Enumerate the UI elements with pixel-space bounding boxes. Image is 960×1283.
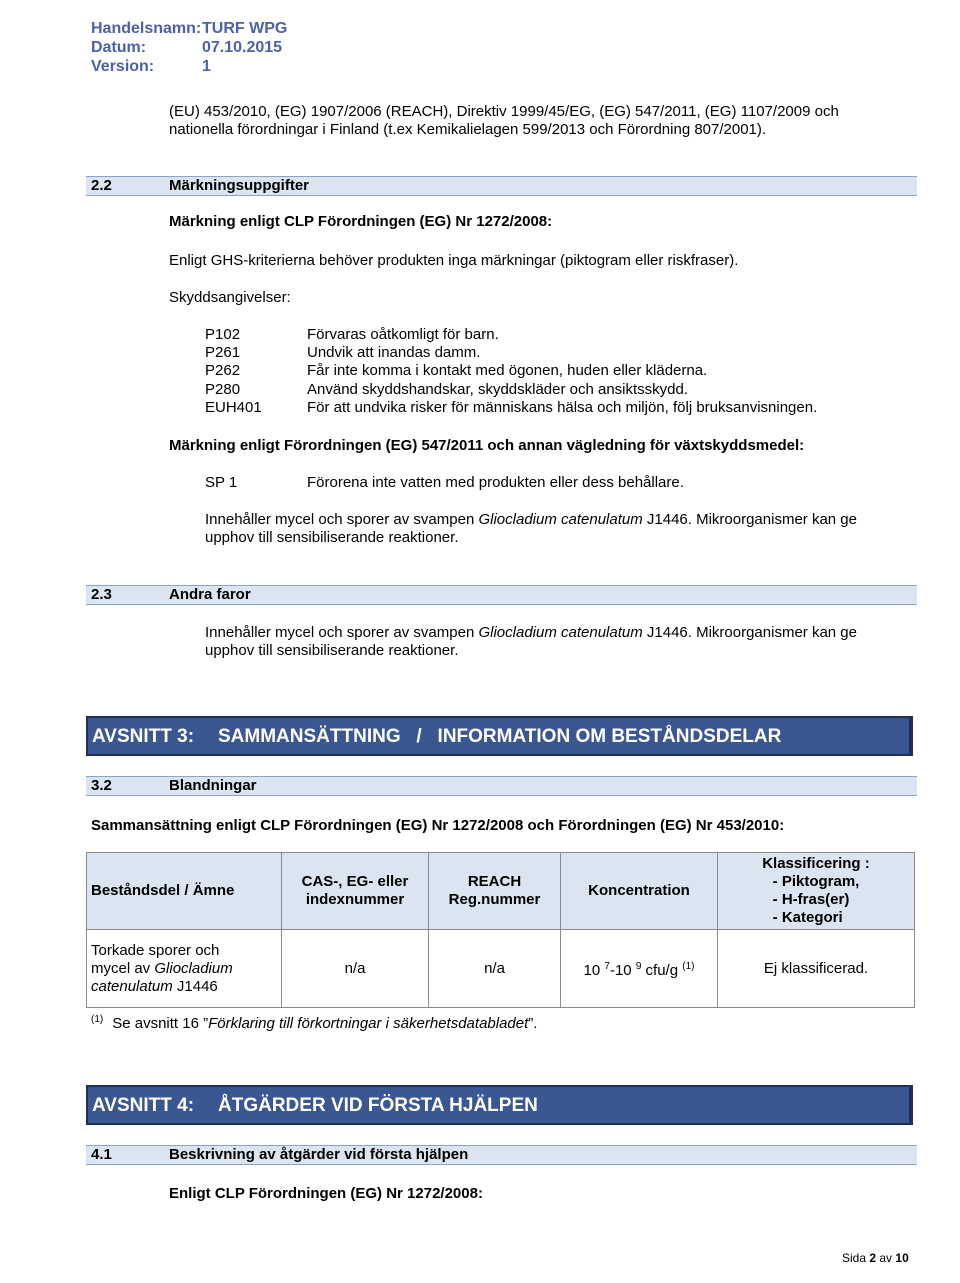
cell-cas: n/a xyxy=(282,930,429,1008)
conc-exp: 7 xyxy=(604,960,610,972)
class-item: - Piktogram, xyxy=(772,873,860,890)
header-row-date xyxy=(91,38,287,57)
page-total: 10 xyxy=(895,1251,909,1265)
section-number: 4.1 xyxy=(91,1146,112,1163)
header-line: CAS-, EG- eller xyxy=(301,873,409,890)
phrase-text: Använd skyddshandskar, skyddskläder och ansiktsskydd. xyxy=(307,381,689,398)
header-label: Datum: xyxy=(91,39,147,56)
species-name: Gliocladium catenulatum xyxy=(478,624,643,641)
species-name: Gliocladium xyxy=(154,959,233,977)
conc-part: 10 xyxy=(583,961,605,979)
cell-line: Torkade sporer och xyxy=(91,941,220,959)
header-value: 1 xyxy=(202,58,211,75)
section-title: Andra faror xyxy=(169,586,251,603)
phrase-code: P262 xyxy=(205,362,241,379)
phrase-code: P280 xyxy=(205,381,241,398)
header-row-version xyxy=(91,57,287,76)
footnote-part: ”. xyxy=(528,1015,538,1032)
footnote-mark: (1) xyxy=(91,1014,104,1025)
avsnitt-label: AVSNITT 4: xyxy=(92,1095,195,1116)
sp-text: Förorena inte vatten med produkten eller dess behållare. xyxy=(307,474,684,491)
species-name: catenulatum xyxy=(91,977,173,995)
phrase-text: Får inte komma i kontakt med ögonen, huden eller kläderna. xyxy=(307,362,708,379)
table-header-row xyxy=(87,853,915,930)
contains-part: J1446. Mikroorganismer kan ge xyxy=(642,624,857,641)
header-row-trade-name xyxy=(91,19,287,38)
phrase-code: EUH401 xyxy=(205,399,262,416)
contains-text-2-3 xyxy=(205,624,857,660)
skydd-label: Skyddsangivelser: xyxy=(169,289,291,306)
ghs-text: Enligt GHS-kriterierna behöver produkten inga märkningar (piktogram eller riskfraser). xyxy=(169,252,739,269)
section-bar-4-1 xyxy=(86,1145,917,1165)
species-name: Gliocladium catenulatum xyxy=(478,511,643,528)
cell-reach: n/a xyxy=(429,930,561,1008)
cell-concentration xyxy=(561,930,718,1008)
composition-heading: Sammansättning enligt CLP Förordningen (EG) Nr 1272/2008 och Förordningen (EG) Nr 453/2010: xyxy=(91,817,785,834)
composition-table xyxy=(86,852,915,1008)
cell-part: J1446 xyxy=(172,977,218,995)
avsnitt-title: SAMMANSÄTTNING / INFORMATION OM BESTÅNDSDELAR xyxy=(218,726,782,747)
contains-part: Innehåller mycel och sporer av svampen xyxy=(205,511,479,528)
table-row xyxy=(87,930,915,1008)
conc-part: cfu/g xyxy=(641,961,683,979)
clp-heading: Märkning enligt CLP Förordningen (EG) Nr 1272/2008: xyxy=(169,213,553,230)
header-line: indexnummer xyxy=(305,891,405,908)
phrase-code: P102 xyxy=(205,326,241,343)
intro-line: (EU) 453/2010, (EG) 1907/2006 (REACH), Direktiv 1999/45/EG, (EG) 547/2011, (EG) 1107/2009 och xyxy=(169,103,839,120)
section-number: 2.2 xyxy=(91,177,112,194)
section-title: Märkningsuppgifter xyxy=(169,177,310,194)
footnote-italic: Förklaring till förkortningar i säkerhetsdatabladet xyxy=(208,1015,529,1032)
avsnitt-label: AVSNITT 3: xyxy=(92,726,195,747)
section-bar-2-2 xyxy=(86,176,917,196)
section-number: 3.2 xyxy=(91,777,112,794)
section-bar-3-2 xyxy=(86,776,917,796)
vaxtskydd-heading: Märkning enligt Förordningen (EG) 547/2011 och annan vägledning för växtskyddsmedel: xyxy=(169,437,805,454)
phrase-text: För att undvika risker för människans hälsa och miljön, följ bruksanvisningen. xyxy=(307,399,818,416)
header-label: Version: xyxy=(91,58,155,75)
cell-part: mycel av xyxy=(91,959,155,977)
page-mid: av xyxy=(876,1251,896,1265)
avsnitt-4-bar xyxy=(86,1085,913,1125)
page-number xyxy=(842,1251,909,1265)
doc-header xyxy=(91,19,287,76)
header-line: Reg.nummer xyxy=(448,891,541,908)
header-cell xyxy=(282,853,429,930)
phrase-text: Undvik att inandas damm. xyxy=(307,344,481,361)
avsnitt-title: ÅTGÄRDER VID FÖRSTA HJÄLPEN xyxy=(218,1095,538,1116)
intro-line: nationella förordningar i Finland (t.ex Kemikalielagen 599/2013 och Förordning 807/2001). xyxy=(169,121,767,138)
first-aid-heading: Enligt CLP Förordningen (EG) Nr 1272/2008: xyxy=(169,1185,483,1202)
footnote-ref: (1) xyxy=(682,960,695,972)
contains-part: Innehåller mycel och sporer av svampen xyxy=(205,624,479,641)
contains-line: upphov till sensibiliserande reaktioner. xyxy=(205,529,459,546)
header-value: TURF WPG xyxy=(202,20,288,37)
header-label: Handelsnamn: xyxy=(91,20,202,37)
header-value: 07.10.2015 xyxy=(202,39,283,56)
header-cell: Beståndsdel / Ämne xyxy=(87,853,282,930)
contains-text-2-2 xyxy=(205,511,857,547)
phrase-text: Förvaras oåtkomligt för barn. xyxy=(307,326,499,343)
page-current: 2 xyxy=(869,1251,877,1265)
conc-exp: 9 xyxy=(635,960,642,972)
class-items xyxy=(773,873,860,927)
footnote xyxy=(91,1011,537,1033)
contains-line: upphov till sensibiliserande reaktioner. xyxy=(205,642,459,659)
section-title: Blandningar xyxy=(169,777,257,794)
section-title: Beskrivning av åtgärder vid första hjälpen xyxy=(169,1146,469,1163)
cell-substance xyxy=(87,930,282,1008)
class-item: - Kategori xyxy=(772,909,843,926)
avsnitt-3-bar xyxy=(86,716,913,756)
header-cell xyxy=(429,853,561,930)
intro-regulations xyxy=(169,103,839,139)
phrase-code: P261 xyxy=(205,344,241,361)
section-bar-2-3 xyxy=(86,585,917,605)
contains-part: J1446. Mikroorganismer kan ge xyxy=(642,511,857,528)
conc-part: -10 xyxy=(609,961,636,979)
sp-code: SP 1 xyxy=(205,474,238,491)
header-cell xyxy=(718,853,915,930)
footnote-part: Se avsnitt 16 ” xyxy=(112,1015,209,1032)
header-line: REACH xyxy=(467,873,522,890)
section-number: 2.3 xyxy=(91,586,112,603)
header-cell: Koncentration xyxy=(561,853,718,930)
class-item: - H-fras(er) xyxy=(772,891,850,908)
page-prefix: Sida xyxy=(842,1251,870,1265)
header-line: Klassificering : xyxy=(762,855,870,872)
cell-classification: Ej klassificerad. xyxy=(718,930,915,1008)
